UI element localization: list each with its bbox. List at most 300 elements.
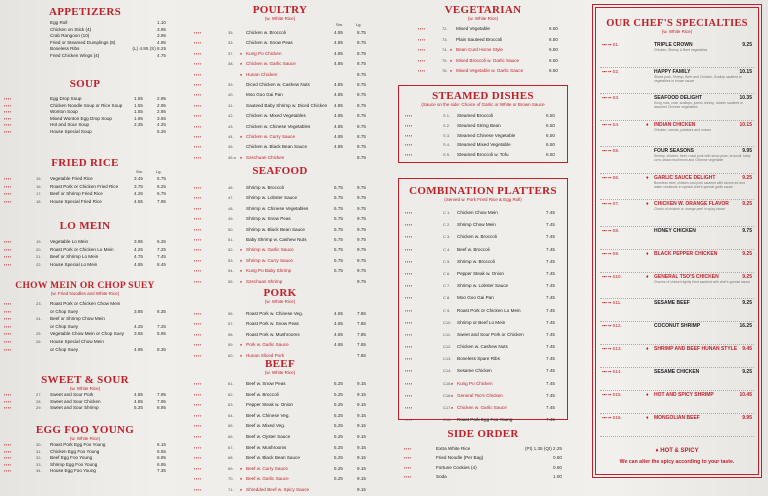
- item-number: 76.: [442, 68, 448, 73]
- item-number: 27.: [36, 392, 42, 397]
- item-name: Szechuan Chicken: [246, 154, 285, 160]
- specialty-number: S4.: [612, 121, 620, 127]
- item-name: Beef w. Oyster Sauce: [246, 433, 291, 439]
- item-name: Chicken w. Curry Sauce: [246, 133, 296, 139]
- item-name: Fried Noodle (Per Bag): [436, 455, 484, 461]
- item-number: 72.: [442, 26, 448, 31]
- specialty-name: SESAME BEEF: [654, 300, 690, 306]
- menu-item: [404, 463, 562, 472]
- menu-item: [194, 277, 366, 287]
- pork-subtitle: (w. White Rice): [264, 299, 296, 304]
- price-large: 8.75: [357, 144, 366, 150]
- price-large: 9.75: [357, 185, 366, 190]
- chinese-name-icon: ▪▪▪▪: [4, 246, 12, 252]
- item-number: C17.: [443, 405, 452, 410]
- item-number: 21.: [36, 254, 42, 260]
- poultry-title: POULTRY: [252, 4, 308, 16]
- menu-item: [4, 175, 166, 183]
- specialty-code: ▪▪▪ ▪▪ S16.: [602, 415, 622, 420]
- specialty-price: 9.95: [742, 415, 752, 421]
- chinese-name-icon: ▪▪▪▪: [194, 455, 202, 461]
- vegetarian-title: VEGETARIAN: [444, 4, 522, 16]
- price-large: 9.15: [357, 402, 366, 408]
- chinese-name-icon: ▪▪▪▪: [405, 344, 413, 350]
- price-small: 4.85: [334, 40, 343, 46]
- hot-icon: ♦: [240, 154, 243, 160]
- item-name: Beef w. Broccoli: [457, 246, 490, 252]
- menu-item: [194, 183, 366, 193]
- item-price: 7.45: [546, 234, 555, 240]
- specialty-name: SESAME CHICKEN: [654, 369, 700, 375]
- item-number: 60.: [228, 352, 234, 358]
- specialty-item: [600, 273, 754, 300]
- specialty-name: HONEY CHICKEN: [654, 227, 696, 234]
- specialty-number: S13.: [612, 346, 622, 351]
- specialty-price: 9.45: [742, 346, 752, 352]
- item-price: 3.95: [157, 33, 166, 39]
- item-name: Hunan Sliced Pork: [246, 352, 285, 358]
- price-large: 7.85: [357, 352, 366, 358]
- specialty-number: S9.: [612, 250, 620, 256]
- item-name: Chicken w. Broccoli: [246, 30, 286, 35]
- specialty-item: [600, 174, 754, 201]
- menu-item: [4, 103, 166, 110]
- item-number: 18.: [36, 198, 42, 204]
- specialty-number: S5.: [612, 148, 620, 153]
- item-price: 7.45: [546, 295, 555, 301]
- beef-subtitle: (w. White Rice): [264, 370, 296, 375]
- specialty-price: 9.25: [742, 250, 752, 257]
- item-name: Kung Po Chicken: [457, 380, 493, 386]
- menu-item: [194, 411, 366, 422]
- menu-item: [4, 261, 166, 269]
- price-large: 7.85: [357, 321, 366, 327]
- hot-icon: ♦: [240, 247, 243, 253]
- chinese-name-icon: ▪▪▪▪: [194, 226, 202, 232]
- combination-platters-title: COMBINATION PLATTERS: [409, 185, 557, 197]
- item-number: 24.: [36, 316, 42, 322]
- item-price: 6.50: [549, 68, 558, 73]
- chinese-name-icon: ▪▪▪▪: [4, 323, 12, 329]
- item-name: Chicken w. Broccoli: [457, 234, 497, 240]
- hot-icon: ♦: [646, 346, 649, 352]
- specialty-code: ▪▪▪ ▪▪ S15.: [602, 392, 622, 397]
- menu-item: [194, 70, 366, 80]
- item-name: Chicken w. Garlic Sauce: [246, 61, 296, 67]
- item-number: C 5.: [443, 258, 451, 264]
- menu-item: [405, 207, 555, 219]
- menu-item: [405, 150, 555, 160]
- menu-item: [405, 341, 555, 353]
- menu-item: [50, 33, 166, 40]
- combination-platters-subtitle: (Served w. Pork Fried Rice & Egg Roll): [444, 197, 522, 202]
- price-small: 4.85: [334, 123, 343, 129]
- item-name: House Egg Foo Young: [50, 468, 96, 474]
- price-small: 4.85: [334, 102, 343, 108]
- item-name: Szechuan Shrimp: [246, 278, 283, 284]
- item-name: Beef w. Garlic Sauce: [246, 476, 289, 482]
- hot-icon: ♦: [240, 465, 243, 471]
- price-small: 5.75: [334, 226, 343, 232]
- item-price: 6.50: [549, 57, 558, 63]
- chinese-name-icon: ▪▪▪▪: [4, 338, 12, 344]
- chinese-name-icon: ▪▪▪▪: [4, 316, 12, 322]
- price-small: 4.85: [334, 144, 343, 150]
- menu-item: [194, 319, 366, 329]
- menu-item: [398, 45, 558, 56]
- chinese-name-icon: ▪▪▪▪: [194, 391, 202, 397]
- item-name: Mixed Wonton Egg Drop Soup: [50, 115, 112, 121]
- item-number: 22.: [36, 261, 42, 267]
- chinese-name-icon: ▪▪▪▪: [194, 321, 202, 327]
- specialty-number: S6.: [612, 174, 620, 180]
- steamed-dishes-list: [405, 111, 555, 160]
- chinese-name-icon: ▪▪▪▪: [405, 122, 413, 128]
- price-large: 8.75: [357, 123, 366, 129]
- menu-item: [4, 442, 166, 449]
- chinese-name-icon: ▪▪▪▪: [194, 476, 202, 482]
- item-number: 32.: [36, 455, 42, 461]
- item-number: 57.: [228, 321, 234, 327]
- specialty-item: [600, 391, 754, 414]
- pork-section: [194, 287, 366, 361]
- item-price: 7.45: [546, 344, 555, 350]
- side-order-section: [398, 428, 568, 482]
- specialty-number: S2.: [612, 68, 620, 74]
- chinese-name-icon: ▪▪▪▪: [194, 331, 202, 337]
- price-small: 5.25: [334, 391, 343, 397]
- item-name: Chicken w. Chinese Vegetables: [246, 123, 311, 129]
- price-small: 5.75: [334, 216, 343, 222]
- specialty-item: [600, 94, 754, 121]
- chinese-name-icon: ▪▪▪▪: [418, 68, 426, 73]
- price-small: 5.75: [334, 268, 343, 274]
- chinese-name-icon: ▪▪▪▪: [194, 113, 202, 119]
- specialty-name: FOUR SEASONS: [654, 148, 695, 154]
- hot-icon: ♦: [240, 268, 243, 274]
- menu-item: [4, 238, 166, 246]
- price-large: 9.15: [357, 412, 366, 418]
- item-name: Beef w. Mixed Veg.: [246, 423, 286, 429]
- item-name: Kung Po Baby Shrimp: [246, 268, 292, 274]
- item-price: 0.50: [553, 464, 562, 470]
- specialty-number: S1.: [612, 42, 620, 47]
- item-number: 41.: [228, 102, 234, 108]
- item-number: 33.: [228, 40, 234, 46]
- price-small: 4.65: [334, 311, 343, 316]
- price-large: 9.75: [357, 247, 366, 253]
- price-large: 8.75: [357, 71, 366, 77]
- price-small: 4.85: [334, 81, 343, 87]
- price-large: 9.75: [357, 236, 366, 242]
- specialty-price: 10.35: [739, 95, 752, 101]
- specialty-item: [600, 147, 754, 174]
- price-large: 9.75: [357, 268, 366, 274]
- menu-item: [405, 244, 555, 256]
- price-large: 9.15: [357, 423, 366, 429]
- menu-item: [194, 28, 366, 38]
- menu-item: [4, 468, 166, 475]
- specialty-description: Shrimp, chicken, beef, roast pork with snow peas, broccoli, baby corn, straw mushroom and Chinese vegetable: [654, 154, 751, 162]
- chef-specialties-inner: [595, 7, 759, 475]
- item-number: 23.: [36, 301, 42, 306]
- item-number: C 4.: [443, 246, 451, 252]
- chinese-name-icon: ▪▪▪▪: [4, 198, 12, 204]
- specialty-code: ▪▪▪ ▪▪ S3.: [602, 95, 620, 100]
- menu-item: [4, 455, 166, 462]
- chow-mein-title: CHOW MEIN OR CHOP SUEY: [15, 281, 155, 291]
- menu-item: [194, 330, 366, 340]
- menu-item: [194, 453, 366, 464]
- item-name: Moo Goo Gai Pan: [246, 92, 283, 98]
- item-price: 7.45: [546, 356, 555, 362]
- specialty-name: GARLIC SAUCE DELIGHT: [654, 174, 716, 181]
- egg-foo-young-list: [4, 442, 166, 475]
- item-name: Shrimp w. Broccoli: [457, 258, 495, 264]
- sweet-sour-list: [4, 392, 166, 412]
- menu-item: [194, 101, 366, 111]
- specialty-item: [600, 227, 754, 250]
- item-name: Chicken w. Black Bean Sauce: [246, 144, 308, 150]
- beef-list: [194, 379, 366, 496]
- price-small: 4.85: [334, 50, 343, 56]
- chow-mein-section: [4, 281, 166, 353]
- price-small: 5.75: [334, 236, 343, 242]
- item-price: 0.50: [553, 455, 562, 461]
- specialty-code: ▪▪▪ ▪▪ S8.: [602, 227, 620, 233]
- item-name: Steamed Chinese Vegetable: [457, 132, 516, 138]
- chinese-name-icon: ▪▪▪▪: [194, 92, 202, 98]
- item-name: Sweet and Sour Pork or Chicken: [457, 331, 524, 337]
- chinese-name-icon: ▪▪▪▪: [194, 40, 202, 46]
- item-number: 43.: [228, 123, 234, 129]
- menu-item: [405, 292, 555, 304]
- price-small: 5.25: [334, 423, 343, 429]
- item-name: Roast Pork or Chicken Chow Mein: [50, 301, 121, 306]
- specialty-code: ▪▪▪ ▪▪ S6.: [602, 174, 620, 180]
- chinese-name-icon: ▪▪▪▪: [405, 152, 413, 158]
- beef-title: BEEF: [265, 358, 295, 370]
- menu-item: [194, 340, 366, 350]
- item-name: Roast Pork w. Snow Peas: [246, 321, 299, 327]
- price-small: 5.25: [334, 381, 343, 386]
- seafood-list: [194, 183, 366, 287]
- item-number: C 6.: [443, 270, 451, 276]
- item-number: S 5.: [443, 152, 451, 158]
- item-name: Roast Pork w. Chinese Veg.: [246, 311, 303, 316]
- chinese-name-icon: ▪▪▪▪: [194, 185, 202, 190]
- item-name: Shrimp w. Chinese Vegetables: [246, 205, 309, 211]
- item-name: Wonton Soup: [50, 109, 78, 115]
- item-number: C13.: [443, 356, 452, 362]
- menu-item: [194, 235, 366, 245]
- menu-item: [4, 315, 166, 323]
- item-name: Vegetable Fried Rice: [50, 176, 93, 181]
- specialty-price: 10.15: [739, 68, 752, 75]
- chinese-name-icon: ▪▪▪▪: [405, 392, 413, 398]
- chinese-name-icon: ▪▪▪▪: [4, 115, 12, 121]
- item-number: S 1.: [443, 113, 451, 118]
- price-large: 8.95: [157, 405, 166, 411]
- item-name: General Tso's Chicken: [457, 392, 503, 398]
- price-small: 1.95: [134, 115, 143, 121]
- menu-item: [405, 329, 555, 341]
- item-number: C10.: [443, 319, 452, 325]
- specialty-name: HOT AND SPICY SHRIMP: [654, 392, 714, 398]
- price-small: 4.55: [134, 198, 143, 204]
- specialty-description: Chicken, carrots, potatoes and onions: [654, 127, 711, 132]
- price-small: 5.75: [334, 247, 343, 253]
- side-order-title: SIDE ORDER: [447, 428, 519, 440]
- chinese-name-icon: ▪▪▪▪: [194, 257, 202, 263]
- specialty-price: 10.15: [739, 121, 752, 128]
- item-number: 34.: [36, 468, 42, 474]
- price-small: 2.35: [134, 122, 143, 128]
- item-number: 64.: [228, 412, 234, 418]
- sweet-sour-title: SWEET & SOUR: [41, 374, 129, 386]
- chinese-name-icon: ▪▪▪▪: [405, 331, 413, 337]
- item-number: 15.: [36, 176, 42, 181]
- menu-item: [405, 378, 555, 390]
- menu-item: [4, 323, 166, 331]
- price-small: 4.25: [134, 246, 143, 252]
- chinese-name-icon: ▪▪▪▪: [405, 307, 413, 313]
- item-price: 7.45: [546, 368, 555, 374]
- menu-item: [50, 53, 166, 60]
- item-price: 6.55: [157, 448, 166, 454]
- specialty-price: 9.25: [742, 273, 752, 280]
- chinese-name-icon: ▪▪▪▪: [4, 128, 12, 134]
- steamed-dishes-title: STEAMED DISHES: [432, 90, 534, 102]
- chinese-name-icon: ▪▪▪▪: [404, 455, 412, 461]
- hot-icon: ♦: [240, 133, 243, 139]
- specialty-price: 9.25: [742, 300, 752, 306]
- hot-spicy-label: HOT & SPICY: [660, 448, 699, 454]
- item-number: 46.: [228, 185, 234, 190]
- item-number: 25.: [36, 331, 42, 337]
- item-name: Shrimp w. Broccoli: [246, 185, 284, 190]
- item-name: Beef or Shrimp Fried Rice: [50, 191, 103, 197]
- item-number: 53.: [228, 257, 234, 263]
- chinese-name-icon: ▪▪▪▪: [404, 474, 412, 480]
- price-small: 5.75: [334, 257, 343, 263]
- item-number: 50.: [228, 226, 234, 232]
- specialty-price: 9.75: [742, 227, 752, 234]
- steamed-dishes-subtitle: (Sauce on the side: Choice of Garlic or White or Brown Sauce: [421, 102, 545, 107]
- specialty-item: [600, 41, 754, 68]
- small-label: Sm.: [336, 22, 344, 27]
- item-name: Hunan Chicken: [246, 71, 278, 77]
- chef-specialties-title: OUR CHEF'S SPECIALTIES: [606, 18, 748, 29]
- price-small: 5.75: [334, 205, 343, 211]
- price-small: 4.85: [334, 133, 343, 139]
- menu-item: [405, 121, 555, 131]
- specialty-number: S8.: [612, 227, 620, 233]
- chinese-name-icon: ▪▪▪▪: [194, 144, 202, 150]
- specialty-name: MONGOLIAN BEEF: [654, 415, 700, 421]
- menu-item: [398, 56, 558, 67]
- item-name: Mixed Vegetable: [456, 26, 490, 31]
- specialty-name: COCONUT SHRIMP: [654, 323, 701, 329]
- vegetarian-section: [398, 4, 568, 77]
- combination-platters-box: [398, 178, 568, 423]
- item-number: S 3.: [443, 132, 451, 138]
- specialty-item: [600, 322, 754, 345]
- price-large: 9.15: [357, 476, 366, 482]
- price-large: 6.75: [157, 191, 166, 197]
- price-large: 5.25: [157, 128, 166, 134]
- price-small: 5.25: [334, 412, 343, 418]
- specialty-number: S12.: [612, 323, 622, 328]
- item-name: House Special Chow Mein: [50, 338, 104, 344]
- menu-item: [405, 402, 555, 414]
- item-price: 6.50: [546, 122, 555, 128]
- item-name: Sesame Chicken: [457, 368, 492, 374]
- menu-item: [4, 190, 166, 198]
- item-name: Boneless Spare Ribs: [457, 356, 500, 362]
- price-small: 1.55: [134, 109, 143, 115]
- item-number: C 1.: [443, 210, 451, 215]
- item-number: 69.: [228, 465, 234, 471]
- menu-item: [194, 245, 366, 255]
- item-name: Beef w. Snow Peas: [246, 381, 286, 386]
- appetizers-title: APPETIZERS: [48, 6, 122, 18]
- item-number: 20.: [36, 246, 42, 252]
- specialty-name: TRIPLE CROWN: [654, 42, 693, 48]
- chinese-name-icon: ▪▪▪▪: [194, 154, 202, 160]
- item-number: 38.: [228, 61, 234, 67]
- menu-item: [194, 485, 366, 496]
- item-name: Chicken Egg Foo Young: [50, 448, 100, 454]
- menu-item: [4, 300, 166, 308]
- item-price: 4.95: [157, 39, 166, 45]
- item-price: (L) 4.95 (S) 8.25: [132, 46, 166, 52]
- menu-item: [4, 96, 166, 103]
- chinese-name-icon: ▪▪▪▪: [418, 57, 426, 63]
- item-number: 71.: [228, 486, 234, 492]
- specialty-code: ▪▪▪ ▪▪ S2.: [602, 68, 620, 74]
- chinese-name-icon: ▪▪▪▪: [4, 398, 12, 404]
- chinese-name-icon: ▪▪▪▪: [405, 142, 413, 148]
- item-number: C 3.: [443, 234, 451, 240]
- price-large: 4.25: [157, 122, 166, 128]
- specialty-code: ▪▪▪ ▪▪ S5.: [602, 148, 620, 153]
- specialty-item: [600, 250, 754, 273]
- chinese-name-icon: ▪▪▪▪: [405, 113, 413, 118]
- item-name: Sweet and Sour Chicken: [50, 398, 101, 404]
- sweet-sour-section: [4, 374, 166, 412]
- chinese-name-icon: ▪▪▪▪: [194, 444, 202, 450]
- item-name: Shrimp Chow Mein: [457, 222, 496, 228]
- chinese-name-icon: ▪▪▪▪: [4, 461, 12, 467]
- item-name: Kung Po Chicken: [246, 50, 282, 56]
- beef-section: [194, 358, 366, 496]
- price-large: 7.25: [157, 246, 166, 252]
- item-number: C11.: [443, 331, 452, 337]
- menu-item: [405, 219, 555, 231]
- menu-item: [405, 268, 555, 280]
- item-name: House Special Fried Rice: [50, 198, 102, 204]
- specialty-description: Chicken, Shrimp & Beef vegetables: [654, 48, 708, 52]
- price-small: 3.45: [134, 176, 143, 181]
- item-name: Chicken on Stick (4): [50, 26, 92, 32]
- hot-icon: ♦: [451, 405, 454, 410]
- price-large: 9.15: [357, 444, 366, 450]
- pork-list: [194, 309, 366, 361]
- item-name: Pepper Steak w. Onion: [457, 270, 504, 276]
- chef-specialties-list: [600, 41, 754, 437]
- chinese-name-icon: ▪▪▪▪: [405, 246, 413, 252]
